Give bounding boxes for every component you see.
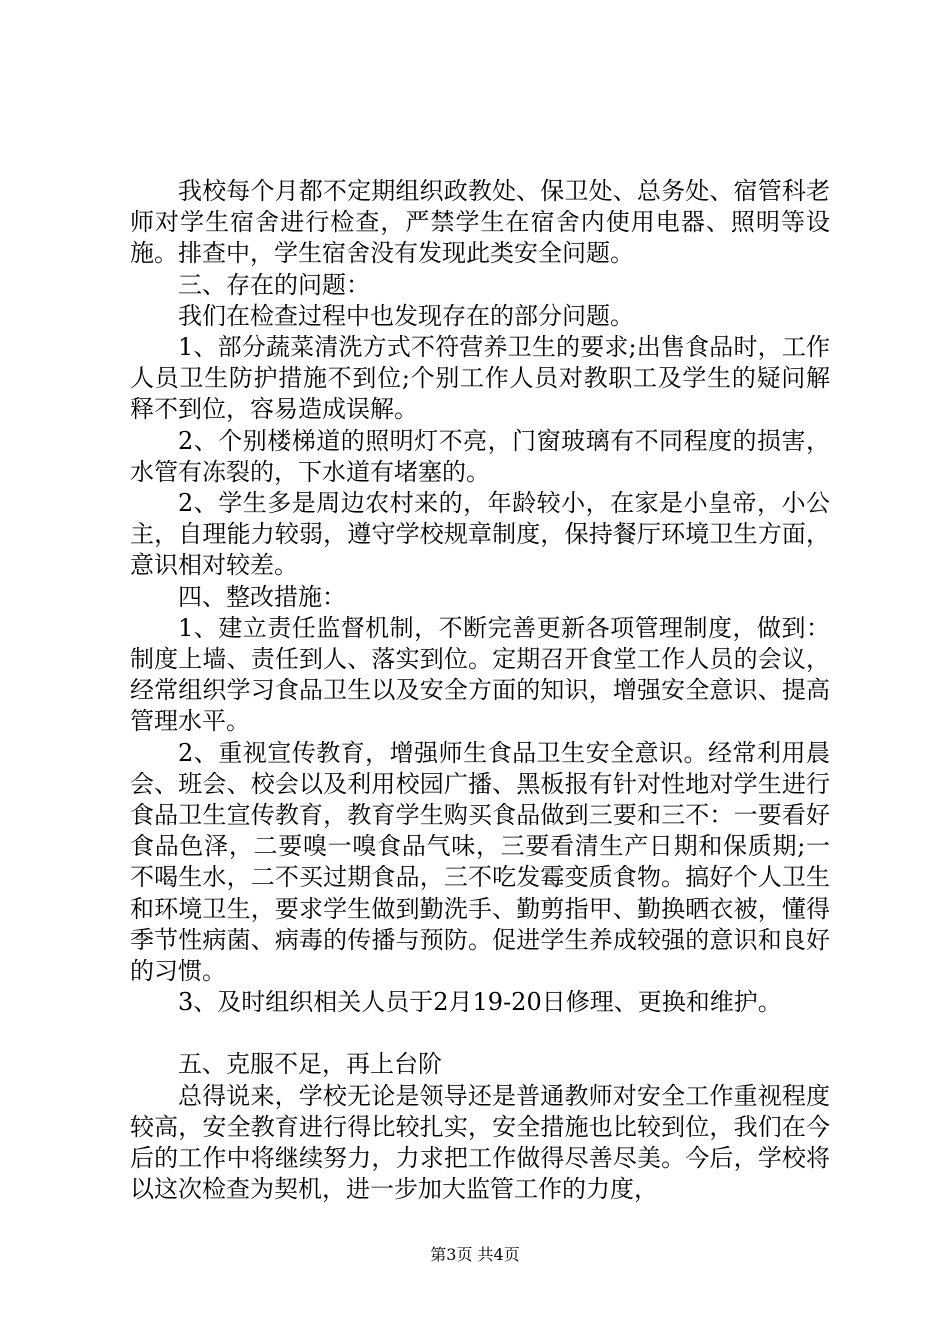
paragraph-problem-3: 2、学生多是周边农村来的，年龄较小，在家是小皇帝，小公主，自理能力较弱，遵守学校规章制度，保持餐厅环境卫生方面，意识相对较差。 <box>130 489 830 580</box>
section-heading-problems: 三、存在的问题： <box>178 270 370 299</box>
paragraph-problem-1: 1、部分蔬菜清洗方式不符营养卫生的要求;出售食品时，工作人员卫生防护措施不到位;个别工作人员对教职工及学生的疑问解释不到位，容易造成误解。 <box>130 333 830 424</box>
section-heading-overcome: 五、克服不足，再上台阶 <box>178 1050 442 1079</box>
paragraph-spacer <box>130 1018 830 1049</box>
page-footer: 第3页 共4页 <box>430 1245 520 1264</box>
paragraph-dormitory-inspection: 我校每个月都不定期组织政教处、保卫处、总务处、宿管科老师对学生宿舍进行检查，严禁学生在宿舍内使用电器、照明等设施。排查中，学生宿舍没有发现此类安全问题。 <box>130 177 830 268</box>
paragraph-summary: 总得说来，学校无论是领导还是普通教师对安全工作重视程度较高，安全教育进行得比较扎实，安全措施也比较到位，我们在今后的工作中将继续努力，力求把工作做得尽善尽美。今后，学校将以这次检查为契机，进一步加大监管工作的力度， <box>130 1081 830 1204</box>
paragraph-measure-2: 2、重视宣传教育，增强师生食品卫生安全意识。经常利用晨会、班会、校会以及利用校园广播、黑板报有针对性地对学生进行食品卫生宣传教育，教育学生购买食品做到三要和三不：一要看好食品色泽，二要嗅一嗅食品气味，三要看清生产日期和保质期;一不喝生水，二不买过期食品，三不吃发霉变质食物。搞好个人卫生和环境卫生，要求学生做到勤洗手、勤剪指甲、勤换晒衣被，懂得季节性病菌、病毒的传播与预防。促进学生养成较强的意识和良好的习惯。 <box>130 738 830 986</box>
paragraph-measure-1: 1、建立责任监督机制，不断完善更新各项管理制度，做到：制度上墙、责任到人、落实到位。定期召开食堂工作人员的会议，经常组织学习食品卫生以及安全方面的知识，增强安全意识、提高管理水平。 <box>130 613 830 736</box>
paragraph-measure-3: 3、及时组织相关人员于2月19-20日修理、更换和维护。 <box>178 988 782 1017</box>
paragraph-problem-2: 2、个别楼梯道的照明灯不亮，门窗玻璃有不同程度的损害，水管有冻裂的，下水道有堵塞的。 <box>130 426 830 486</box>
paragraph-problems-intro: 我们在检查过程中也发现存在的部分问题。 <box>178 301 634 330</box>
document-body <box>130 176 830 1206</box>
section-heading-measures: 四、整改措施： <box>178 582 346 611</box>
